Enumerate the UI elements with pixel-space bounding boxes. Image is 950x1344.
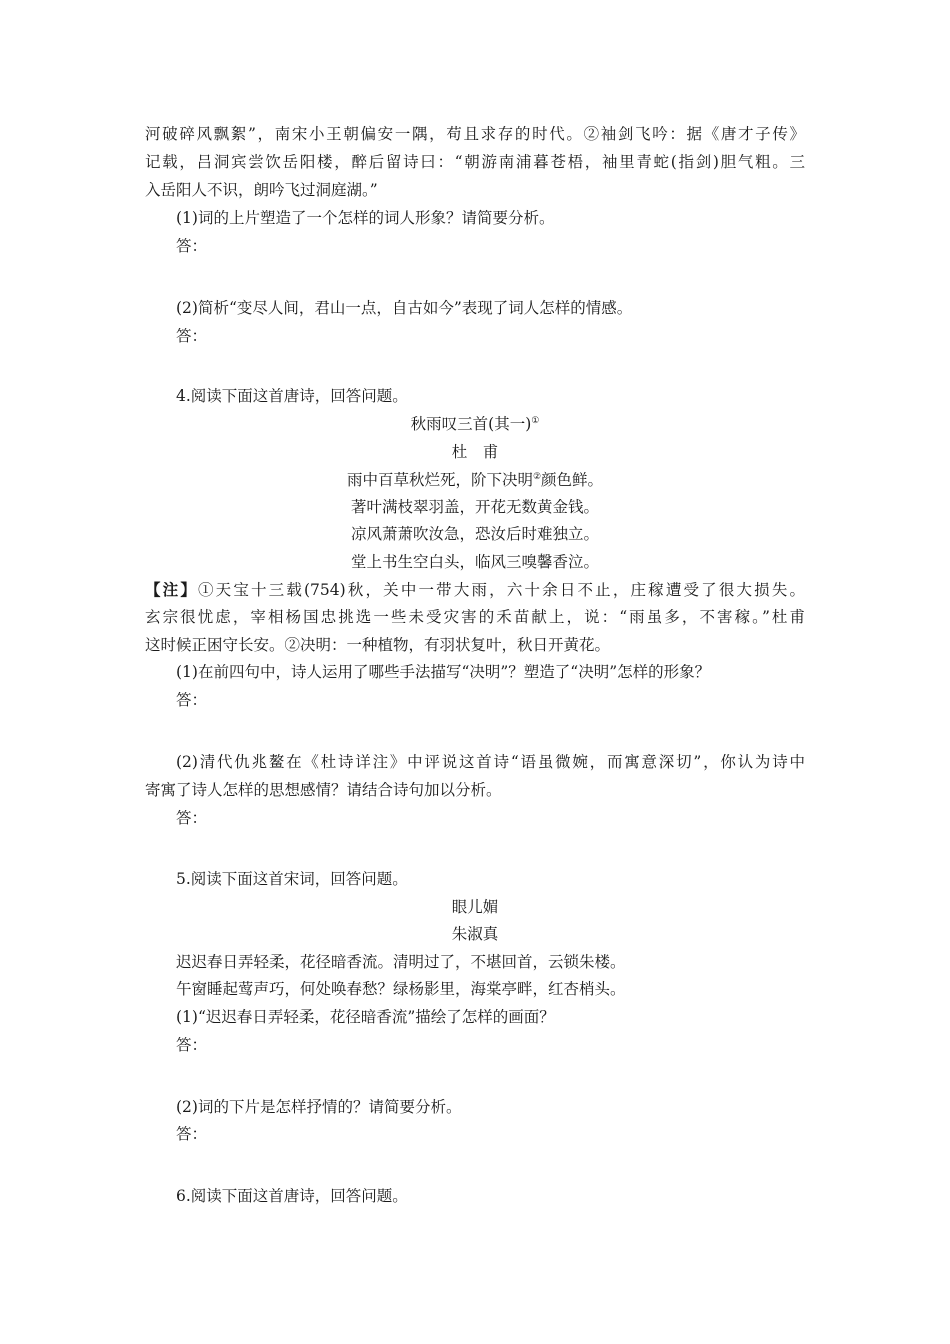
q3-subquestion-1: (1)词的上片塑造了一个怎样的词人形象？请简要分析。 bbox=[176, 209, 555, 227]
q4-note-line-2: 玄宗很忧虑，宰相杨国忠挑选一些未受灾害的禾苗献上，说：“雨虽多，不害稼。”杜甫 bbox=[145, 608, 805, 626]
q3-answer-label-1: 答： bbox=[176, 237, 208, 255]
q5-subquestion-2: (2)词的下片是怎样抒情的？请简要分析。 bbox=[176, 1098, 462, 1116]
q4-answer-label-1: 答： bbox=[176, 691, 208, 709]
q4-heading: 4.阅读下面这首唐诗，回答问题。 bbox=[176, 387, 408, 405]
note-continuation-line-2: 记载，吕洞宾尝饮岳阳楼，醉后留诗曰：“朝游南浦暮苍梧，袖里青蛇(指剑)胆气粗。三 bbox=[145, 153, 805, 171]
q4-poem-author: 杜 甫 bbox=[451, 443, 499, 461]
note-continuation-line-3: 入岳阳人不识，朗吟飞过洞庭湖。” bbox=[145, 181, 378, 199]
q6-heading: 6.阅读下面这首唐诗，回答问题。 bbox=[176, 1187, 408, 1205]
q3-answer-label-2: 答： bbox=[176, 327, 208, 345]
q4-poem-line-3: 凉风萧萧吹汝急，恐汝后时难独立。 bbox=[350, 525, 599, 543]
q4-poem-line-1: 雨中百草秋烂死，阶下决明②颜色鲜。 bbox=[346, 471, 604, 489]
note-label: 【注】 bbox=[145, 580, 198, 599]
q5-heading: 5.阅读下面这首宋词，回答问题。 bbox=[176, 870, 408, 888]
q5-answer-label-1: 答： bbox=[176, 1036, 208, 1054]
q4-subquestion-2-line-1: (2)清代仇兆鳌在《杜诗详注》中评说这首诗“语虽微婉，而寓意深切”，你认为诗中 bbox=[176, 753, 805, 771]
q5-subquestion-1: (1)“迟迟春日弄轻柔，花径暗香流”描绘了怎样的画面？ bbox=[176, 1008, 555, 1026]
footnote-marker: ② bbox=[532, 472, 542, 482]
q5-poem-line-1: 迟迟春日弄轻柔，花径暗香流。清明过了，不堪回首，云锁朱楼。 bbox=[176, 953, 626, 971]
q4-poem-line-4: 堂上书生空白头，临风三嗅馨香泣。 bbox=[350, 553, 599, 571]
q5-poem-author: 朱淑真 bbox=[451, 925, 499, 943]
q5-answer-label-2: 答： bbox=[176, 1125, 208, 1143]
q4-note-line-1: 【注】①天宝十三载(754)秋，关中一带大雨，六十余日不止，庄稼遭受了很大损失。 bbox=[145, 580, 805, 599]
q4-subquestion-1: (1)在前四句中，诗人运用了哪些手法描写“决明”？塑造了“决明”怎样的形象？ bbox=[176, 663, 711, 681]
q4-poem-line-2: 著叶满枝翠羽盖，开花无数黄金钱。 bbox=[350, 498, 599, 516]
q4-subquestion-2-line-2: 寄寓了诗人怎样的思想感情？请结合诗句加以分析。 bbox=[145, 781, 502, 799]
q5-poem-line-2: 午窗睡起莺声巧，何处唤春愁？绿杨影里，海棠亭畔，红杏梢头。 bbox=[176, 980, 626, 998]
q4-poem-title: 秋雨叹三首(其一)① bbox=[410, 415, 540, 433]
q3-subquestion-2: (2)简析“变尽人间，君山一点，自古如今”表现了词人怎样的情感。 bbox=[176, 299, 633, 317]
q4-answer-label-2: 答： bbox=[176, 809, 208, 827]
note-continuation-line-1: 河破碎风飘絮”，南宋小王朝偏安一隅，苟且求存的时代。②袖剑飞吟：据《唐才子传》 bbox=[145, 125, 805, 143]
q5-poem-title: 眼儿媚 bbox=[451, 898, 499, 916]
q4-note-line-3: 这时候正困守长安。②决明：一种植物，有羽状复叶，秋日开黄花。 bbox=[145, 636, 611, 654]
footnote-marker: ① bbox=[531, 416, 540, 426]
